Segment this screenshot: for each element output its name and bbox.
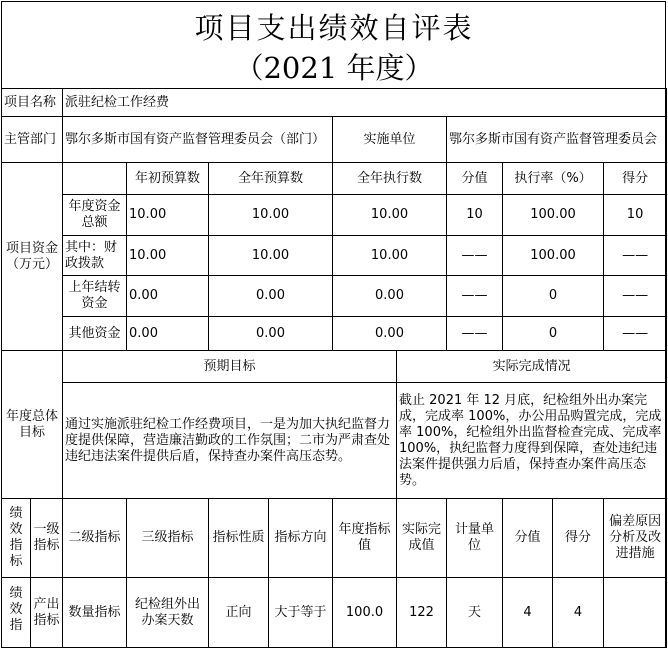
- indicator-cell: 100.0: [333, 578, 397, 648]
- indicator-header: 得分: [553, 499, 604, 578]
- actual-completion-text: 截止 2021 年 12 月底，纪检组外出办案完成，完成率 100%，办公用品购置完成，完成率 100%，纪检组外出监督检查完成、完成率 100%，执纪监督力度得到保障，查处违纪违法案件提供强力后盾，保持查办案件高压态势。: [397, 383, 667, 499]
- funds-row-label: 上年结转资金: [63, 276, 127, 317]
- indicator-row: [2, 578, 667, 648]
- goals-header-row: [2, 351, 667, 383]
- funds-row-label: 其中：财政拨款: [63, 236, 127, 276]
- evaluation-table: [1, 88, 667, 648]
- funds-header: 全年执行数: [333, 163, 447, 195]
- indicator-cell: 数量指标: [63, 578, 127, 648]
- funds-cell: 100.00: [503, 236, 604, 276]
- funds-header: 得分: [604, 163, 667, 195]
- funds-row-label: 其他资金: [63, 317, 127, 351]
- indicator-header: 绩效指标: [2, 499, 31, 578]
- funds-header: 分值: [447, 163, 503, 195]
- indicator-header: 一级指标: [31, 499, 63, 578]
- funds-cell: 10.00: [209, 195, 333, 236]
- annual-goals-label: 年度总体目标: [2, 351, 63, 499]
- funds-header: 执行率（%）: [503, 163, 604, 195]
- funds-cell: 10: [604, 195, 667, 236]
- indicator-header: 年度指标值: [333, 499, 397, 578]
- indicator-header: 指标性质: [209, 499, 269, 578]
- indicator-cell: [604, 578, 667, 648]
- indicator-cell: 122: [397, 578, 447, 648]
- funds-corner-cell: [63, 163, 127, 195]
- expected-goals-header: 预期目标: [63, 351, 397, 383]
- indicator-cell: 产出指标: [31, 578, 63, 648]
- funds-cell: 100.00: [503, 195, 604, 236]
- goals-content-row: [2, 383, 667, 499]
- funds-header: 全年预算数: [209, 163, 333, 195]
- indicator-header: 偏差原因分析及改进措施: [604, 499, 667, 578]
- funds-row: [2, 317, 667, 351]
- implementing-unit-label: 实施单位: [333, 117, 447, 163]
- funds-cell: ——: [447, 236, 503, 276]
- page-title: 项目支出绩效自评表: [194, 11, 474, 45]
- indicator-cell: 正向: [209, 578, 269, 648]
- funds-cell: 0.00: [127, 317, 209, 351]
- page-subtitle: （2021 年度）: [234, 51, 434, 85]
- funds-cell: 10.00: [333, 236, 447, 276]
- funds-cell: ——: [604, 276, 667, 317]
- indicator-cell: 天: [447, 578, 503, 648]
- department-row: [2, 117, 667, 163]
- expected-goals-text: 通过实施派驻纪检工作经费项目，一是为加大执纪监督力度提供保障，营造廉洁勤政的工作氛围；二市为严肃查处违纪违法案件提供后盾，保持查办案件高压态势。: [63, 383, 397, 499]
- funds-cell: 0: [503, 276, 604, 317]
- indicator-header-row: [2, 499, 667, 578]
- funds-header: 年初预算数: [127, 163, 209, 195]
- indicator-cell: 4: [553, 578, 604, 648]
- funds-cell: 10: [447, 195, 503, 236]
- funds-cell: 10.00: [127, 195, 209, 236]
- indicator-cell: 4: [503, 578, 553, 648]
- funds-cell: 10.00: [209, 236, 333, 276]
- indicator-header: 计量单位: [447, 499, 503, 578]
- project-name-label: 项目名称: [2, 89, 63, 117]
- indicator-header: 二级指标: [63, 499, 127, 578]
- indicator-cell: 绩效指: [2, 578, 31, 648]
- funds-cell: ——: [604, 317, 667, 351]
- funds-cell: 0.00: [209, 276, 333, 317]
- funds-row: [2, 276, 667, 317]
- funds-label: 项目资金（万元）: [2, 163, 63, 351]
- department-label: 主管部门: [2, 117, 63, 163]
- funds-cell: ——: [447, 317, 503, 351]
- funds-cell: 0.00: [127, 276, 209, 317]
- actual-completion-header: 实际完成情况: [397, 351, 667, 383]
- funds-cell: 10.00: [333, 195, 447, 236]
- project-name-row: [2, 89, 667, 117]
- funds-cell: ——: [604, 236, 667, 276]
- funds-row: [2, 195, 667, 236]
- funds-cell: 0.00: [209, 317, 333, 351]
- funds-header-row: [2, 163, 667, 195]
- funds-cell: 0: [503, 317, 604, 351]
- indicator-header: 指标方向: [269, 499, 333, 578]
- implementing-unit-value: 鄂尔多斯市国有资产监督管理委员会: [447, 117, 667, 163]
- indicator-header: 实际完成值: [397, 499, 447, 578]
- department-value: 鄂尔多斯市国有资产监督管理委员会（部门）: [63, 117, 333, 163]
- indicator-cell: 大于等于: [269, 578, 333, 648]
- funds-cell: 10.00: [127, 236, 209, 276]
- project-name-value: 派驻纪检工作经费: [63, 89, 667, 117]
- funds-cell: ——: [447, 276, 503, 317]
- indicator-header: 分值: [503, 499, 553, 578]
- funds-row: [2, 236, 667, 276]
- funds-cell: 0.00: [333, 276, 447, 317]
- funds-cell: 0.00: [333, 317, 447, 351]
- indicator-header: 三级指标: [127, 499, 209, 578]
- indicator-cell: 纪检组外出办案天数: [127, 578, 209, 648]
- funds-row-label: 年度资金总额: [63, 195, 127, 236]
